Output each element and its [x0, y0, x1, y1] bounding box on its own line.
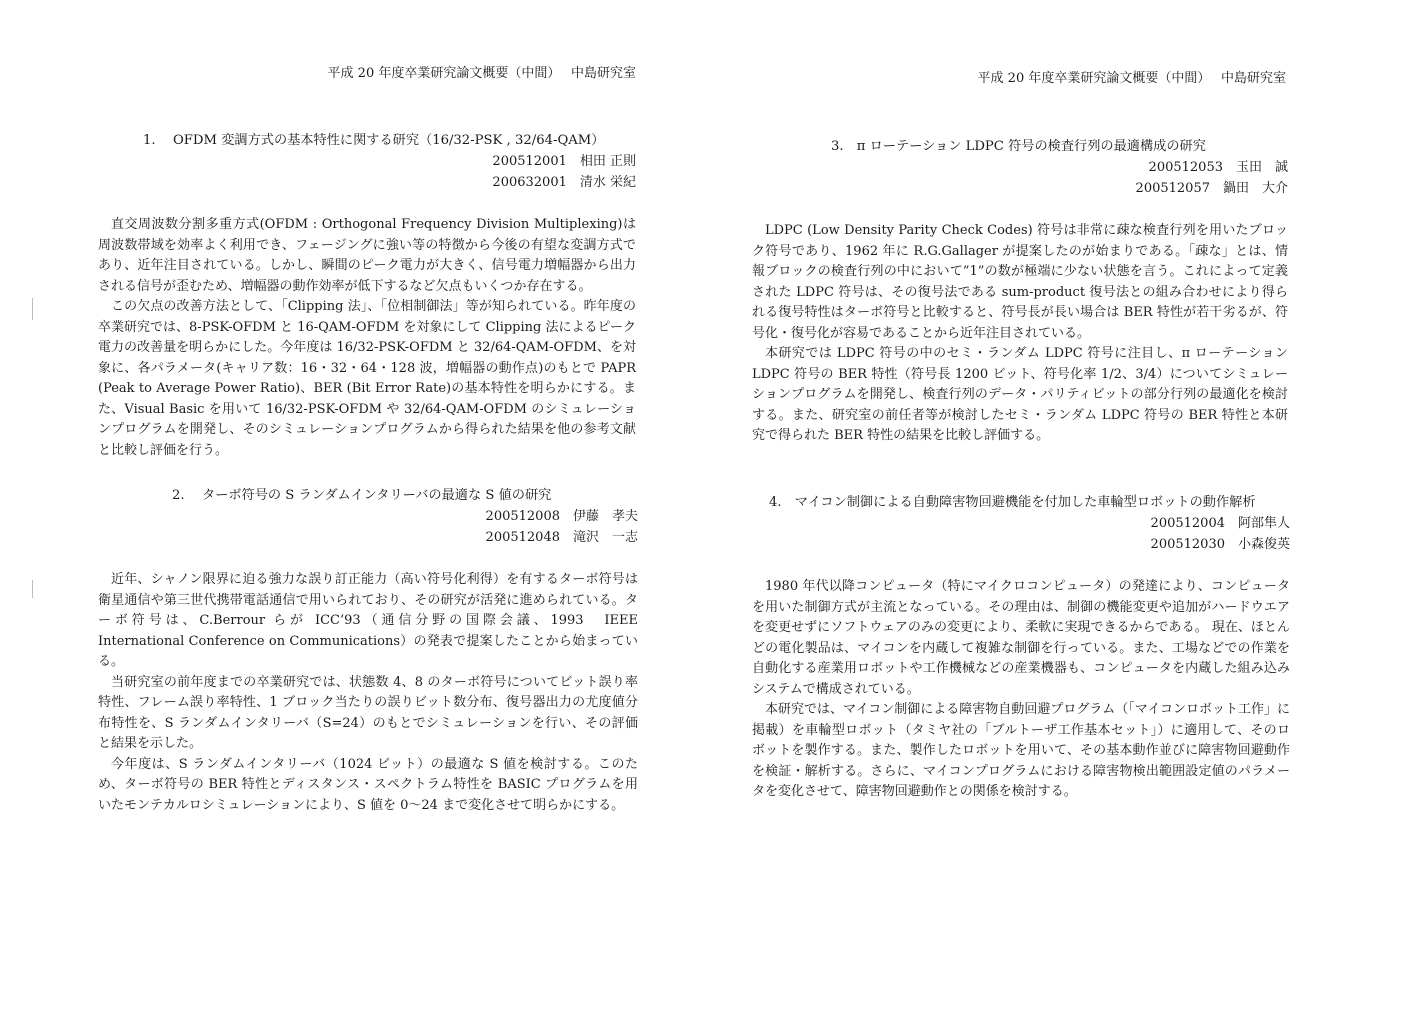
author-entry: 200512030 小森俊英	[1150, 537, 1290, 552]
abstract-paragraph: 本研究では LDPC 符号の中のセミ・ランダム LDPC 符号に注目し、π ローテーション LDPC 符号の BER 特性（符号長 1200 ビット、符号化率 1/2、3/4）についてシミュレーションプログラムを開発し、検査行列のデータ・パリティビットの部分行列の最適化を検討する。また、研究室の前任者等が検討したセミ・ランダム LDPC 符号の BER 特性と本研究で得られた BER 特性の結果を比較し評価する。	[752, 346, 1288, 443]
author-entry: 200512048 滝沢 一志	[485, 530, 638, 545]
section-robot	[752, 492, 1290, 803]
abstract-paragraph: 今年度は、S ランダムインタリーバ（1024 ビット）の最適な S 値を検討する。このため、ターボ符号の BER 特性とディスタンス・スペクトラム特性を BASIC プログラムを用いたモンテカルロシミュレーションにより、S 値を 0～24 まで変化させて明らかにする。	[98, 756, 638, 813]
author-entry: 200512057 鍋田 大介	[1135, 181, 1288, 196]
section-ofdm	[98, 130, 636, 461]
page-header: 平成 20 年度卒業研究論文概要（中間） 中島研究室	[977, 71, 1286, 86]
right-page	[700, 0, 1403, 1020]
section-title: 2. ターボ符号の S ランダムインタリーバの最適な S 値の研究	[172, 488, 552, 503]
author-entry: 200512053 玉田 誠	[1148, 160, 1288, 175]
abstract-paragraph: 1980 年代以降コンピュータ（特にマイクロコンピュータ）の発達により、コンピュータを用いた制御方式が主流となっている。その理由は、制御の機能変更や追加がハードウエアを変更せずにソフトウェアのみの変更により、柔軟に実現できるからである。 現在、ほとんどの電化製品は、マイコンを内蔵して複雑な制御を行っている。また、工場などでの作業を自動化する産業用ロボットや工作機械などの産業機器も、コンピュータを内蔵した組み込みシステムで構成されている。	[752, 579, 1290, 697]
author-entry: 200512001 相田 正則	[492, 154, 636, 169]
left-page	[0, 0, 700, 1020]
author-list	[752, 513, 1290, 555]
section-ldpc	[752, 136, 1288, 447]
author-list	[752, 157, 1288, 199]
page-header: 平成 20 年度卒業研究論文概要（中間） 中島研究室	[327, 66, 636, 81]
author-list	[98, 151, 636, 193]
section-title: 1. OFDM 変調方式の基本特性に関する研究（16/32-PSK , 32/64-QAM）	[143, 133, 605, 148]
section-turbo-code	[98, 485, 652, 816]
author-entry: 200512004 阿部隼人	[1150, 516, 1290, 531]
abstract-paragraph: 直交周波数分割多重方式(OFDM : Orthogonal Frequency Division Multiplexing)は周波数帯域を効率よく利用でき、フェージングに強い等の特徴から今後の有望な変調方式であり、近年注目されている。しかし、瞬間のピーク電力が大きく、信号電力増幅器から出力される信号が歪むため、増幅器の動作効率が低下するなど欠点もいくつか存在する。	[98, 217, 636, 294]
section-title: 4. マイコン制御による自動障害物回避機能を付加した車輪型ロボットの動作解析	[769, 495, 1256, 510]
author-entry: 200632001 清水 栄紀	[492, 175, 636, 190]
abstract-paragraph: 本研究では、マイコン制御による障害物自動回避プログラム（「マイコンロボット工作」に掲載）を車輪型ロボット（タミヤ社の「ブルトーザ工作基本セット」）に適用して、そのロボットを製作する。また、製作したロボットを用いて、その基本動作並びに障害物回避動作を検証・解析する。さらに、マイコンプログラムにおける障害物検出範囲設定値のパラメータを変化させて、障害物回避動作との関係を検討する。	[752, 702, 1290, 799]
abstract-paragraph: この欠点の改善方法として、「Clipping 法」、「位相制御法」等が知られている。昨年度の卒業研究では、8-PSK-OFDM と 16-QAM-OFDM を対象にして Clipping 法によるピーク電力の改善量を明らかにした。今年度は 16/32-PSK-OFDM と 32/64-QAM-OFDM、を対象に、各パラメータ(キャリア数：16・32・64・128 波，増幅器の動作点)のもとで PAPR (Peak to Average Power Ratio)、BER (Bit Error Rate)の基本特性を明らかにする。また、Visual Basic を用いて 16/32-PSK-OFDM や 32/64-QAM-OFDM のシミュレーションプログラムを開発し、そのシミュレーションプログラムから得られた結果を他の参考文献と比較し評価を行う。	[98, 299, 636, 458]
author-list	[98, 506, 638, 548]
abstract-paragraph: LDPC (Low Density Parity Check Codes) 符号は非常に疎な検査行列を用いたブロック符号であり、1962 年に R.G.Gallager が提案したのが始まりである。「疎な」とは、情報ブロックの検査行列の中において”1”の数が極端に少ない状態を言う。これによって定義された LDPC 符号は、その復号法である sum-product 復号法との組み合わせにより得られる復号特性はターボ符号と比較すると、符号長が長い場合は BER 特性が若干劣るが、符号化・復号化が容易であることから近年注目されている。	[752, 223, 1288, 341]
section-title: 3. π ローテーション LDPC 符号の検査行列の最適構成の研究	[831, 139, 1206, 154]
author-entry: 200512008 伊藤 孝夫	[485, 509, 638, 524]
abstract-paragraph: 当研究室の前年度までの卒業研究では、状態数 4、8 のターボ符号についてビット誤り率特性、フレーム誤り率特性、1 ブロック当たりの誤りビット数分布、復号器出力の尤度値分布特性を、S ランダムインタリーバ（S=24）のもとでシミュレーションを行い、その評価と結果を示した。	[98, 674, 638, 751]
abstract-paragraph: 近年、シャノン限界に迫る強力な誤り訂正能力（高い符号化利得）を有するターボ符号は衛星通信や第三世代携帯電話通信で用いられており、その研究が活発に進められている。ターボ符号は、C.Berrour らが ICC‘93（通信分野の国際会議、1993 IEEE International Conference on Communications）の発表で提案したことから始まっている。	[98, 572, 652, 669]
